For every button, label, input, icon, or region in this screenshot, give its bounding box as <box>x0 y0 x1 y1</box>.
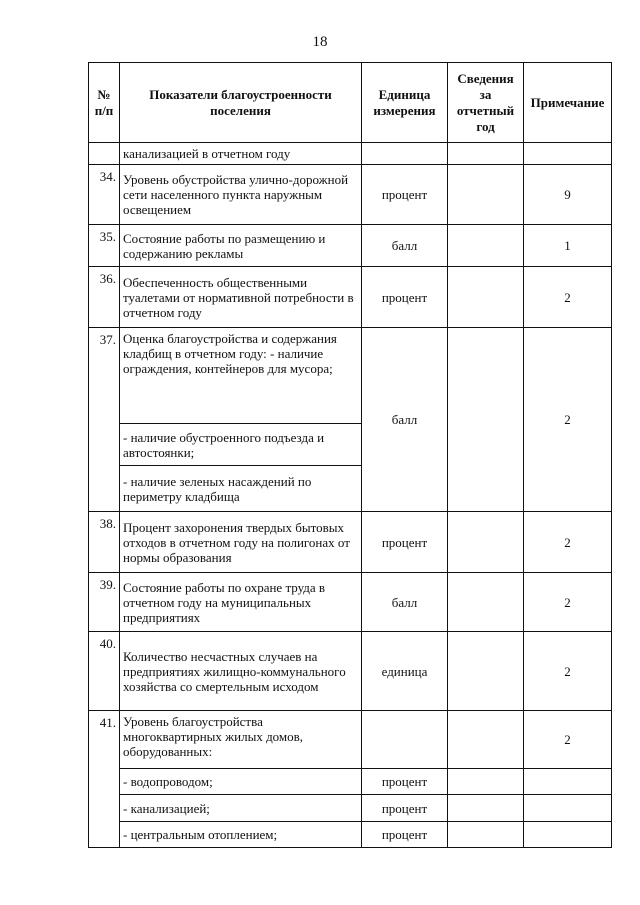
cell-note <box>524 795 612 822</box>
cell-unit: балл <box>362 225 448 267</box>
table-row <box>89 225 612 267</box>
cell-unit: процент <box>362 822 448 848</box>
cell-unit: процент <box>362 512 448 573</box>
cell-note <box>524 143 612 165</box>
table-row <box>89 512 612 573</box>
table-row <box>89 328 612 424</box>
cell-num: 34. <box>89 165 120 225</box>
table-row <box>89 573 612 632</box>
cell-num: 38. <box>89 512 120 573</box>
table-header-row <box>89 63 612 143</box>
cell-indicator: - канализацией; <box>120 795 362 822</box>
cell-info <box>448 225 524 267</box>
cell-indicator: Состояние работы по размещению и содержанию рекламы <box>120 225 362 267</box>
cell-info <box>448 512 524 573</box>
cell-indicator: Процент захоронения твердых бытовых отходов в отчетном году на полигонах от нормы образования <box>120 512 362 573</box>
page-number: 18 <box>312 34 328 50</box>
indicators-table <box>88 62 612 848</box>
cell-unit <box>362 711 448 769</box>
cell-note: 2 <box>524 328 612 512</box>
cell-note: 1 <box>524 225 612 267</box>
table-row <box>89 165 612 225</box>
cell-info <box>448 573 524 632</box>
cell-indicator: Количество несчастных случаев на предприятиях жилищно-коммунального хозяйства со смертельным исходом <box>120 632 362 711</box>
cell-num: 36. <box>89 267 120 328</box>
cell-unit: процент <box>362 795 448 822</box>
cell-note: 2 <box>524 711 612 769</box>
cell-unit: процент <box>362 267 448 328</box>
cell-note: 9 <box>524 165 612 225</box>
cell-info <box>448 143 524 165</box>
cell-info <box>448 822 524 848</box>
cell-info <box>448 267 524 328</box>
cell-indicator: Уровень благоустройства многоквартирных жилых домов, оборудованных: <box>120 711 362 769</box>
cell-num: 41. <box>89 711 120 848</box>
cell-info <box>448 632 524 711</box>
cell-note <box>524 769 612 795</box>
cell-num: 39. <box>89 573 120 632</box>
cell-num <box>89 143 120 165</box>
cell-num: 40. <box>89 632 120 711</box>
cell-note: 2 <box>524 573 612 632</box>
cell-info <box>448 711 524 769</box>
cell-indicator: - центральным отоплением; <box>120 822 362 848</box>
header-num: № п/п <box>89 63 120 143</box>
cell-note: 2 <box>524 632 612 711</box>
cell-note: 2 <box>524 512 612 573</box>
cell-indicator: - наличие зеленых насаждений по периметру кладбища <box>120 466 362 512</box>
cell-info <box>448 328 524 512</box>
table-row <box>89 711 612 769</box>
cell-unit: процент <box>362 165 448 225</box>
cell-note <box>524 822 612 848</box>
cell-indicator: канализацией в отчетном году <box>120 143 362 165</box>
cell-indicator: Уровень обустройства улично-дорожной сети населенного пункта наружным освещением <box>120 165 362 225</box>
cell-indicator: - водопроводом; <box>120 769 362 795</box>
cell-indicator: Оценка благоустройства и содержания кладбищ в отчетном году: - наличие ограждения, контейнеров для мусора; <box>120 328 362 424</box>
cell-unit: единица <box>362 632 448 711</box>
cell-info <box>448 165 524 225</box>
header-note: Примечание <box>524 63 612 143</box>
cell-num: 37. <box>89 328 120 512</box>
header-info: Сведения за отчетный год <box>448 63 524 143</box>
cell-indicator: Обеспеченность общественными туалетами от нормативной потребности в отчетном году <box>120 267 362 328</box>
table-row <box>89 143 612 165</box>
cell-unit <box>362 143 448 165</box>
cell-unit: процент <box>362 769 448 795</box>
cell-unit: балл <box>362 573 448 632</box>
cell-info <box>448 795 524 822</box>
table-row <box>89 769 612 795</box>
cell-num: 35. <box>89 225 120 267</box>
cell-indicator: Состояние работы по охране труда в отчетном году на муниципальных предприятиях <box>120 573 362 632</box>
table-row <box>89 267 612 328</box>
table-row <box>89 795 612 822</box>
table-row <box>89 822 612 848</box>
cell-info <box>448 769 524 795</box>
cell-note: 2 <box>524 267 612 328</box>
table-row <box>89 632 612 711</box>
header-unit: Единица измерения <box>362 63 448 143</box>
cell-indicator: - наличие обустроенного подъезда и автостоянки; <box>120 424 362 466</box>
cell-unit: балл <box>362 328 448 512</box>
header-indicator: Показатели благоустроенности поселения <box>120 63 362 143</box>
